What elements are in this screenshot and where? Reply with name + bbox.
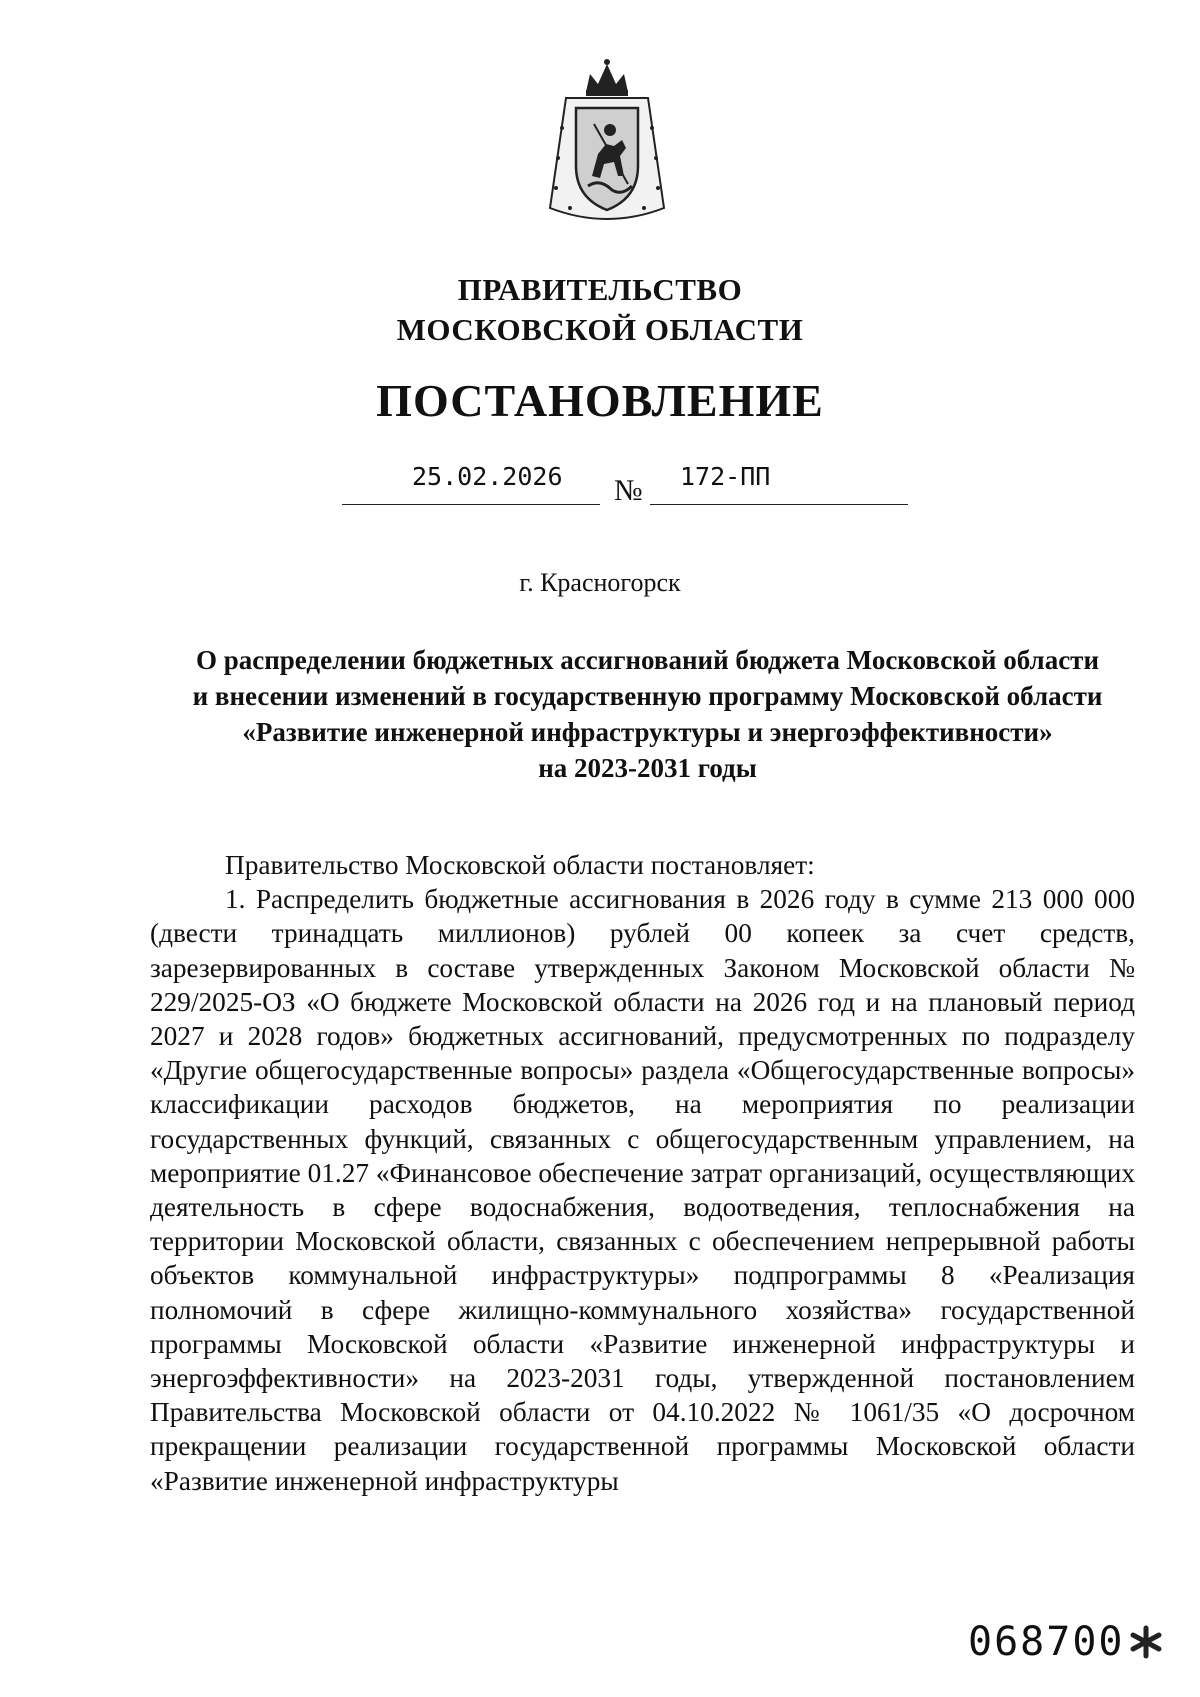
title-line-4: на 2023-2031 годы <box>538 753 757 783</box>
document-type: ПОСТАНОВЛЕНИЕ <box>376 375 824 426</box>
intro-sentence: Правительство Московской области постановляет: <box>225 850 815 880</box>
title-line-1: О распределении бюджетных ассигнований бюджета Московской области <box>195 645 1100 675</box>
serial-number: 068700 <box>968 1619 1125 1665</box>
title-line-2: и внесении изменений в государственную программу Московской области <box>192 681 1103 711</box>
number-sign: № <box>614 474 643 507</box>
document-number: 172-ПП <box>680 462 771 491</box>
coat-of-arms-icon <box>548 58 666 226</box>
paragraph-1: 1. Распределить бюджетные ассигнования в 2026 году в сумме 213 000 000 (двести тринадцать миллионов) рублей 00 копеек за счет средств, зарезервированных в составе утвержденных Законом Московской области № 229/2025-ОЗ «О бюджете Московской области на 2026 год и на плановый период 2027 и 2028 годов» бюджетных ассигнований, предусмотренных по подразделу «Другие общегосударственные вопросы» раздела «Общегосударственные вопросы» классификации расходов бюджетов, на мероприятия по реализации государственных функций, связанных с общегосударственным управлением, на мероприятие 01.27 «Финансовое обеспечение затрат организаций, осуществляющих деятельность в сфере водоснабжения, водоотведения, теплоснабжения на территории Московской области, связанных с обеспечением непрерывной работы объектов коммунальной инфраструктуры» подпрограммы 8 «Реализация полномочий в сфере жилищно-коммунального хозяйства» государственной программы Московской области «Развитие инженерной инфраструктуры и энергоэффективности» на 2023-2031 годы, утвержденной постановлением Правительства Московской области от 04.10.2022 № 1061/35 «О досрочном прекращении реализации государственной программы Московской области «Развитие инженерной инфраструктуры <box>150 884 1135 1496</box>
document-body <box>150 848 1135 1498</box>
city: г. Красногорск <box>519 568 681 597</box>
asterisk-icon <box>1129 1625 1163 1659</box>
date-underline <box>342 504 600 505</box>
issuing-authority <box>0 270 1200 350</box>
authority-line-1: ПРАВИТЕЛЬСТВО <box>457 272 743 307</box>
title-line-3: «Развитие инженерной инфраструктуры и энергоэффективности» <box>242 717 1053 747</box>
authority-line-2: МОСКОВСКОЙ ОБЛАСТИ <box>396 312 804 347</box>
registration-line <box>0 460 1200 520</box>
document-date: 25.02.2026 <box>412 462 563 491</box>
footer-code <box>968 1619 1163 1665</box>
document-title <box>150 642 1145 786</box>
number-underline <box>650 504 908 505</box>
